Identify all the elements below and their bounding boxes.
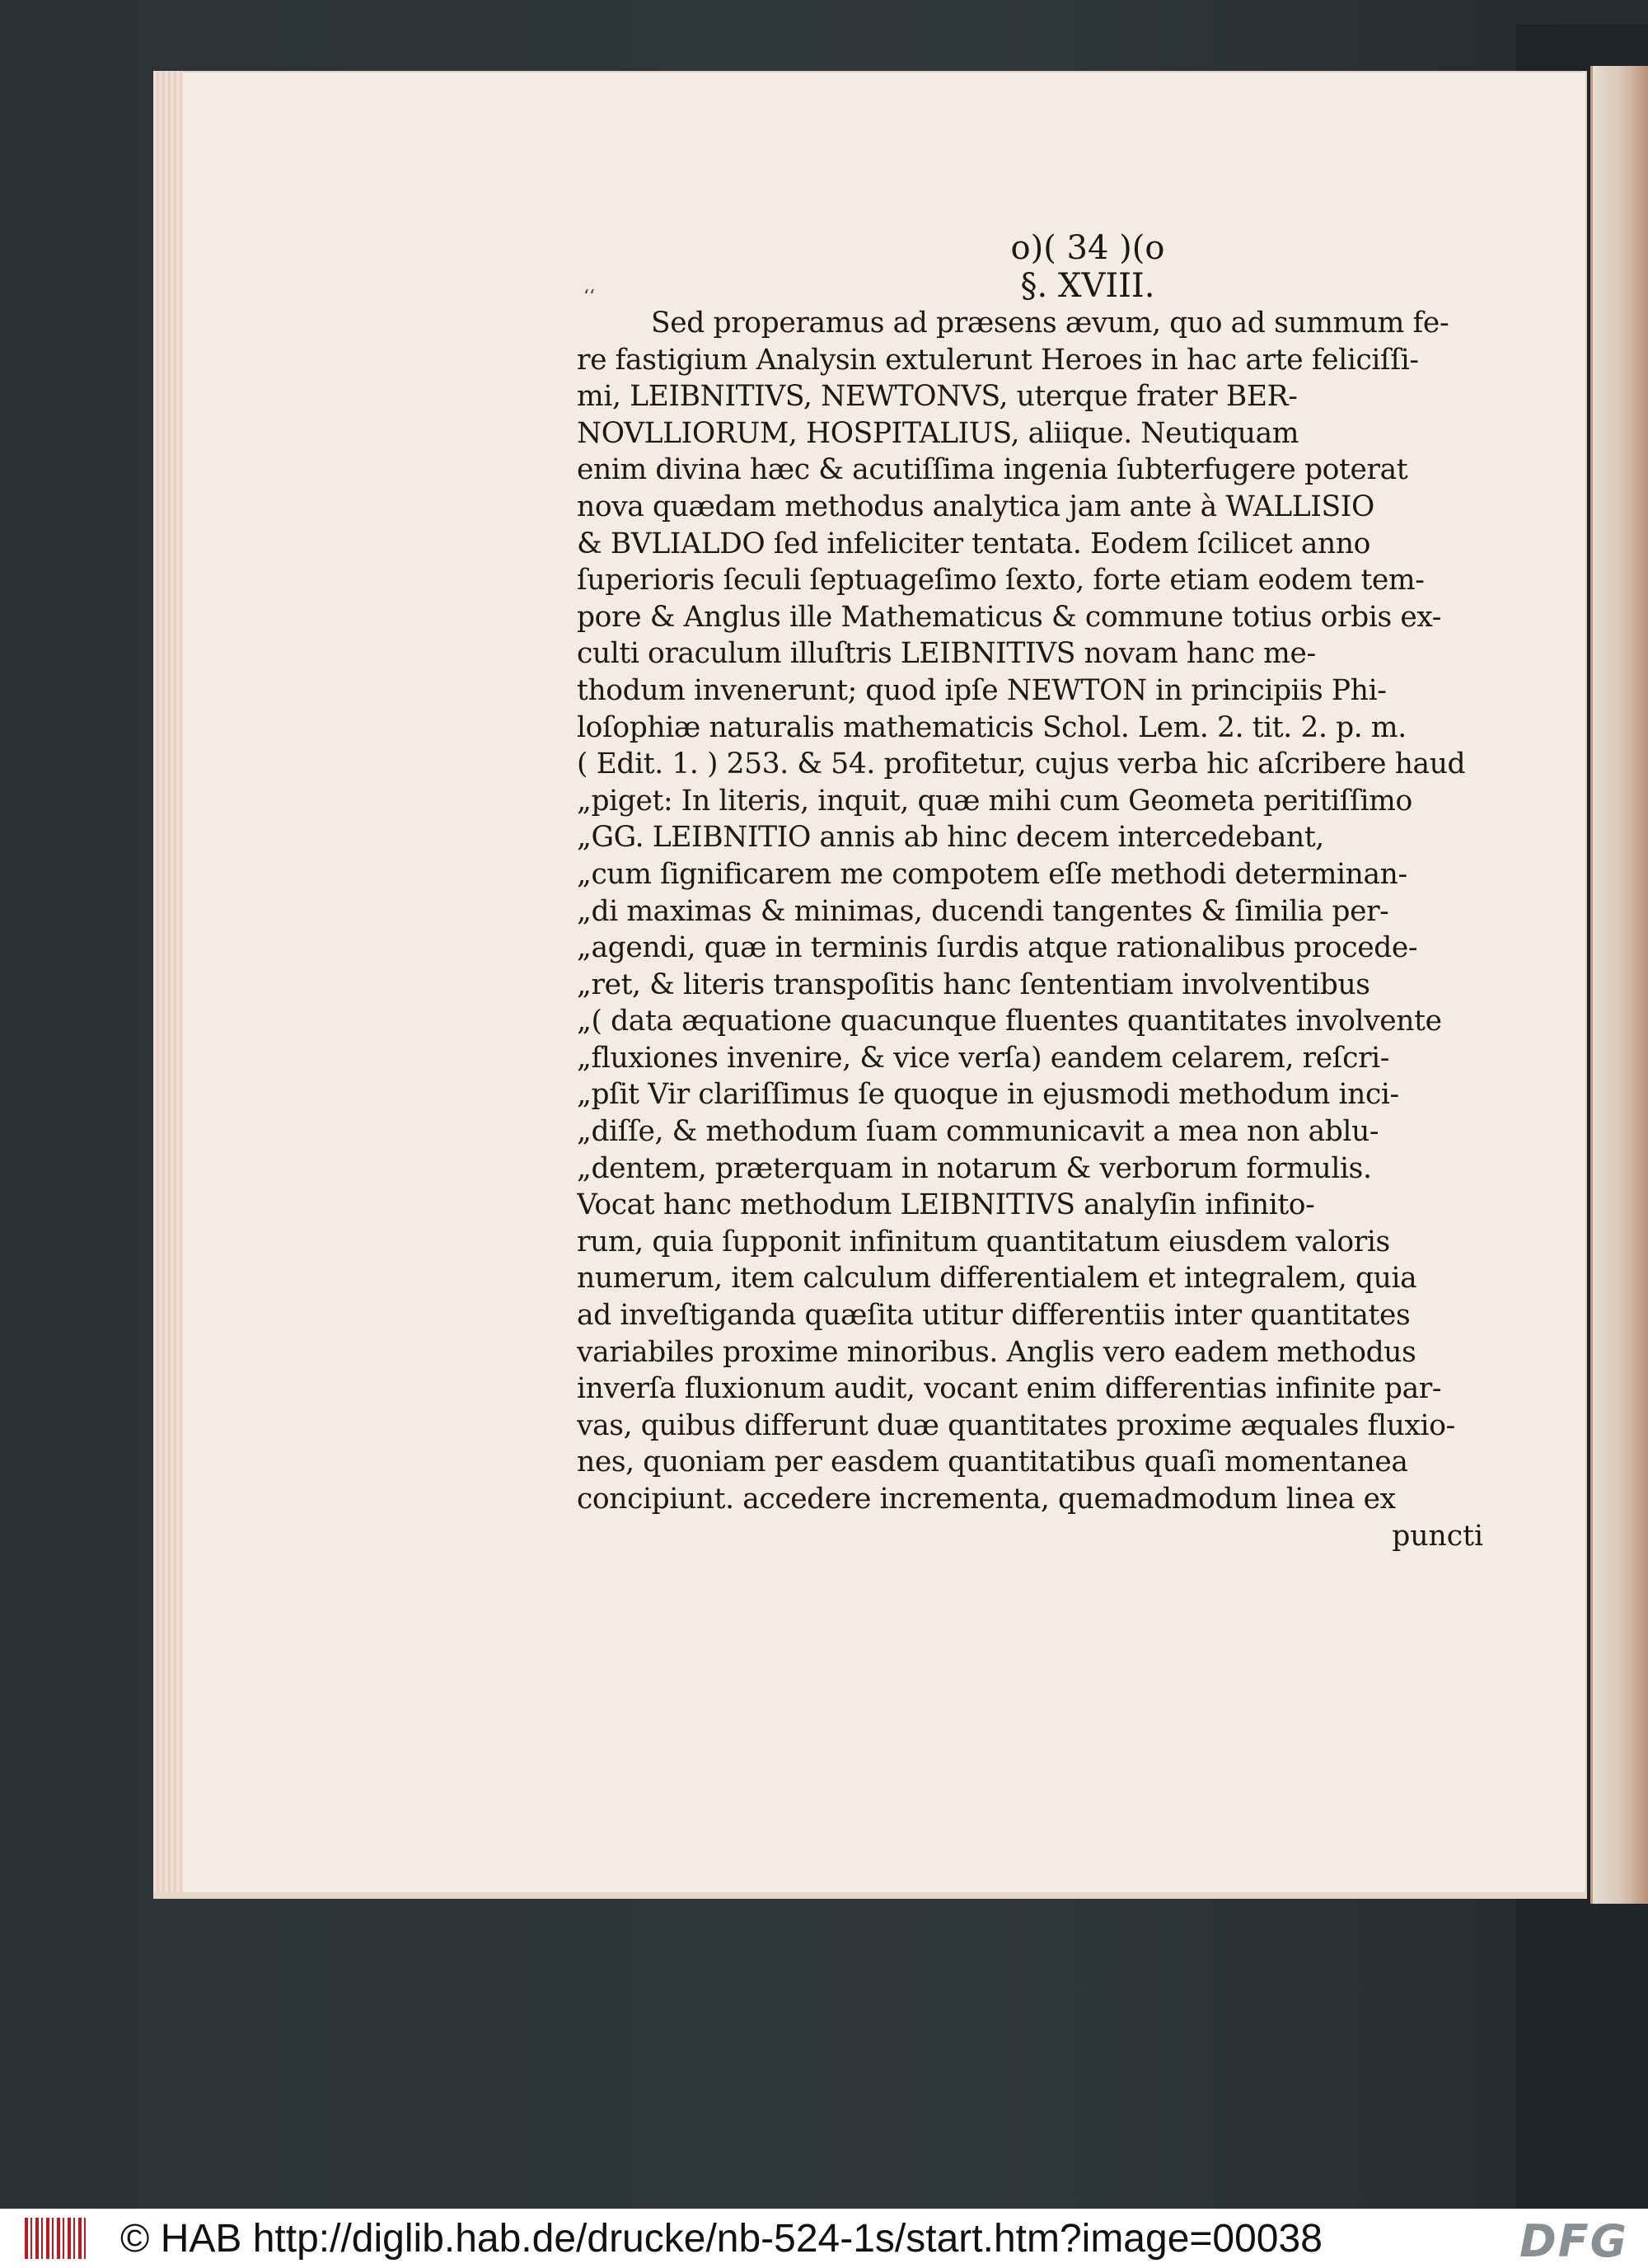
paragraph	[577, 305, 1491, 1518]
text-line: ad inveſtiganda quæſita utitur differentiis inter quantitates	[577, 1299, 1411, 1333]
text-line: „piget: In literis, inquit, quæ mihi cum Geometa peritiſſimo	[577, 784, 1412, 818]
text-line: Vocat hanc methodum LEIBNITIVS analyſin infinito-	[577, 1188, 1315, 1222]
page-header: o)( 34 )(o	[1010, 229, 1165, 267]
text-line: „pſit Vir clariſſimus ſe quoque in ejusmodi methodum inci-	[577, 1078, 1399, 1112]
text-line: „fluxiones invenire, & vice verſa) eandem celarem, reſcri-	[577, 1041, 1390, 1075]
text-line: ſuperioris ſeculi ſeptuageſimo ſexto, forte etiam eodem tem-	[577, 564, 1425, 597]
dfg-logo: DFG	[1519, 2215, 1628, 2267]
text-line: variabiles proxime minoribus. Anglis vero eadem methodus	[577, 1335, 1416, 1369]
text-line: culti oraculum illuſtris LEIBNITIVS novam hanc me-	[577, 637, 1316, 671]
footer-bar	[0, 2209, 1648, 2268]
text-line: numerum, item calculum differentialem et integralem, quia	[577, 1262, 1417, 1296]
text-line: „( data æquatione quacunque fluentes quantitates involvente	[577, 1005, 1442, 1038]
text-line: inverſa fluxionum audit, vocant enim differentias infinite par-	[577, 1372, 1442, 1406]
text-line: concipiunt. accedere incrementa, quemadmodum linea ex	[577, 1483, 1396, 1516]
text-line: „di maximas & minimas, ducendi tangentes & ſimilia per-	[577, 894, 1389, 928]
text-line: vas, quibus differunt duæ quantitates proxime æquales fluxio-	[577, 1408, 1455, 1442]
text-line: pore & Anglus ille Mathematicus & commune totius orbis ex-	[577, 600, 1442, 634]
copyright-link[interactable]: © HAB http://diglib.hab.de/drucke/nb-524-1s/start.htm?image=00038	[120, 2216, 1323, 2261]
text-line: nes, quoniam per easdem quantitatibus quaſi momentanea	[577, 1446, 1408, 1479]
text-line: ( Edit. 1. ) 253. & 54. profitetur, cujus verba hic aſcribere haud	[577, 747, 1466, 781]
text-line: enim divina hæc & acutiſſima ingenia ſubterfugere poterat	[577, 453, 1408, 487]
hab-logo-icon	[25, 2218, 89, 2259]
text-line: & BVLIALDO ſed infeliciter tentata. Eodem ſcilicet anno	[577, 527, 1371, 560]
page-edge-left	[153, 71, 183, 1897]
text-line: rum, quia ſupponit infinitum quantitatum eiusdem valoris	[577, 1225, 1390, 1258]
text-line: thodum invenerunt; quod ipſe NEWTON in principiis Phi-	[577, 673, 1387, 707]
section-heading: §. XVIII.	[1020, 267, 1155, 305]
text-line: loſophiæ naturalis mathematicis Schol. Lem. 2. tit. 2. p. m.	[577, 710, 1407, 744]
text-line: „agendi, quæ in terminis ſurdis atque rationalibus procede-	[577, 931, 1418, 965]
text-line: „dentem, præterquam in notarum & verborum formulis.	[577, 1151, 1372, 1185]
text-line: Sed properamus ad præsens ævum, quo ad summum fe-	[651, 307, 1449, 340]
text-line: nova quædam methodus analytica jam ante à WALLISIO	[577, 490, 1374, 523]
catchword: puncti	[1392, 1519, 1483, 1553]
stray-mark: ʻʻ	[583, 287, 595, 307]
page-text	[577, 229, 1491, 1554]
text-line: mi, LEIBNITIVS, NEWTONVS, uterque frater BER-	[577, 380, 1298, 414]
text-line: re fastigium Analysin extulerunt Heroes in hac arte feliciſſi-	[577, 343, 1419, 377]
text-line: „GG. LEIBNITIO annis ab hinc decem intercedebant,	[577, 821, 1324, 855]
next-page-edge	[1590, 66, 1648, 1904]
text-line: „cum ſignificarem me compotem eſſe methodi determinan-	[577, 857, 1407, 891]
text-line: „ret, & literis transpoſitis hanc ſententiam involventibus	[577, 968, 1370, 1001]
text-line: „diſſe, & methodum ſuam communicavit a mea non ablu-	[577, 1115, 1379, 1149]
text-line: NOVLLIORUM, HOSPITALIUS, aliique. Neutiquam	[577, 416, 1299, 450]
page-edge-bottom	[153, 1892, 1587, 1899]
